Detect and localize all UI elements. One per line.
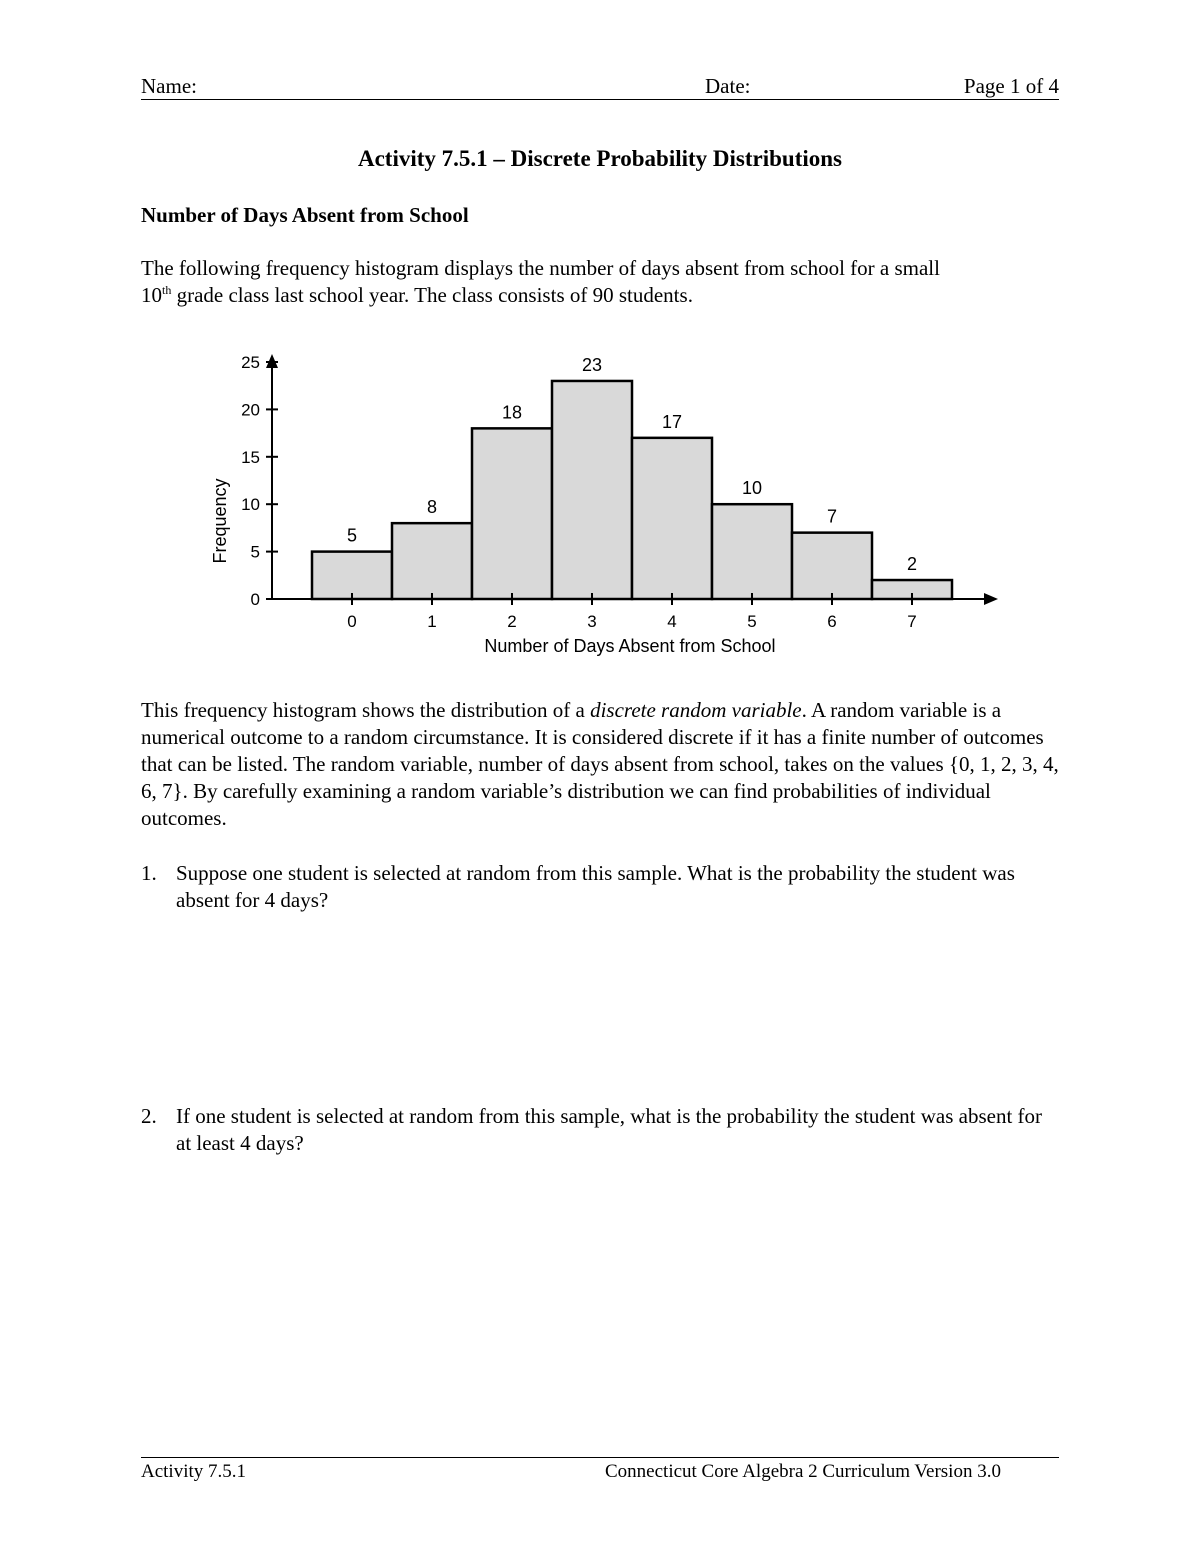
histogram-bar	[632, 438, 712, 599]
y-tick-label: 25	[241, 353, 260, 372]
bar-data-label: 17	[661, 411, 683, 432]
page-title: Activity 7.5.1 – Discrete Probability Distributions	[357, 146, 843, 171]
x-tick-label: 1	[427, 612, 437, 631]
grade-superscript: th	[162, 283, 172, 297]
explanation-paragraph	[141, 697, 1061, 832]
intro-paragraph	[141, 255, 1061, 309]
question-2-text: If one student is selected at random from this sample, what is the probability the student was absent for at least 4 days?	[176, 1104, 1043, 1155]
x-tick-label: 3	[587, 612, 597, 631]
y-axis-label: Frequency	[210, 478, 230, 564]
y-tick-label: 5	[250, 542, 260, 562]
histogram-bar	[472, 428, 552, 599]
y-tick-label: 0	[250, 590, 260, 609]
bar-data-label: 7	[826, 506, 838, 527]
x-axis-label: Number of Days Absent from School	[484, 636, 776, 656]
intro-text-1: The following frequency histogram displays the number of days absent from school for a small	[141, 256, 940, 280]
intro-text-2: grade class last school year. The class consists of 90 students.	[171, 283, 693, 307]
x-tick-label: 7	[907, 612, 917, 631]
x-tick-label: 5	[747, 612, 757, 631]
key-term: discrete random variable	[590, 698, 802, 722]
bar-data-label: 23	[581, 354, 603, 375]
x-tick-label: 6	[827, 612, 837, 631]
histogram-bar	[392, 523, 472, 599]
date-label: Date:	[705, 74, 751, 98]
header-rule	[141, 99, 1059, 100]
bar-data-label: 2	[906, 554, 918, 575]
grade-number: 10	[141, 283, 162, 307]
x-tick-label: 2	[507, 612, 517, 631]
section-heading: Number of Days Absent from School	[141, 203, 469, 227]
bar-data-label: 18	[501, 402, 523, 423]
histogram-bar	[712, 504, 792, 599]
y-tick-label: 15	[241, 447, 260, 467]
footer-left: Activity 7.5.1	[141, 1461, 247, 1482]
x-tick-label: 0	[347, 612, 357, 631]
explanation-text-2: . A random variable is a numerical outcome to a random circumstance. It is considered discrete if it has a finite number of outcomes that can be listed. The random variable, number of days absent from school, takes on the values {0, 1, 2, 3, 4, 6, 7}. By carefully examining a random variable’s distribution we can find probabilities of individual outcomes.	[141, 698, 1059, 830]
bar-data-label: 8	[426, 497, 438, 518]
x-tick-label: 4	[667, 612, 677, 631]
footer-right: Connecticut Core Algebra 2 Curriculum Version 3.0	[605, 1461, 1001, 1482]
histogram-bar	[312, 552, 392, 599]
question-2-number: 2.	[141, 1104, 157, 1128]
histogram-bar	[552, 381, 632, 599]
bar-data-label: 5	[346, 525, 358, 546]
page-number: Page 1 of 4	[963, 74, 1059, 98]
question-1-text: Suppose one student is selected at random from this sample. What is the probability the student was absent for 4 days?	[176, 861, 1015, 912]
histogram-bar	[792, 533, 872, 599]
x-axis-arrow	[984, 593, 998, 605]
y-tick-label: 20	[241, 400, 260, 420]
question-1-number: 1.	[141, 861, 157, 885]
name-label: Name:	[141, 74, 197, 98]
explanation-text-1: This frequency histogram shows the distribution of a	[141, 698, 591, 722]
bar-data-label: 10	[741, 478, 763, 499]
footer-rule	[141, 1457, 1059, 1458]
frequency-histogram	[0, 340, 1200, 670]
y-tick-label: 10	[241, 495, 260, 515]
